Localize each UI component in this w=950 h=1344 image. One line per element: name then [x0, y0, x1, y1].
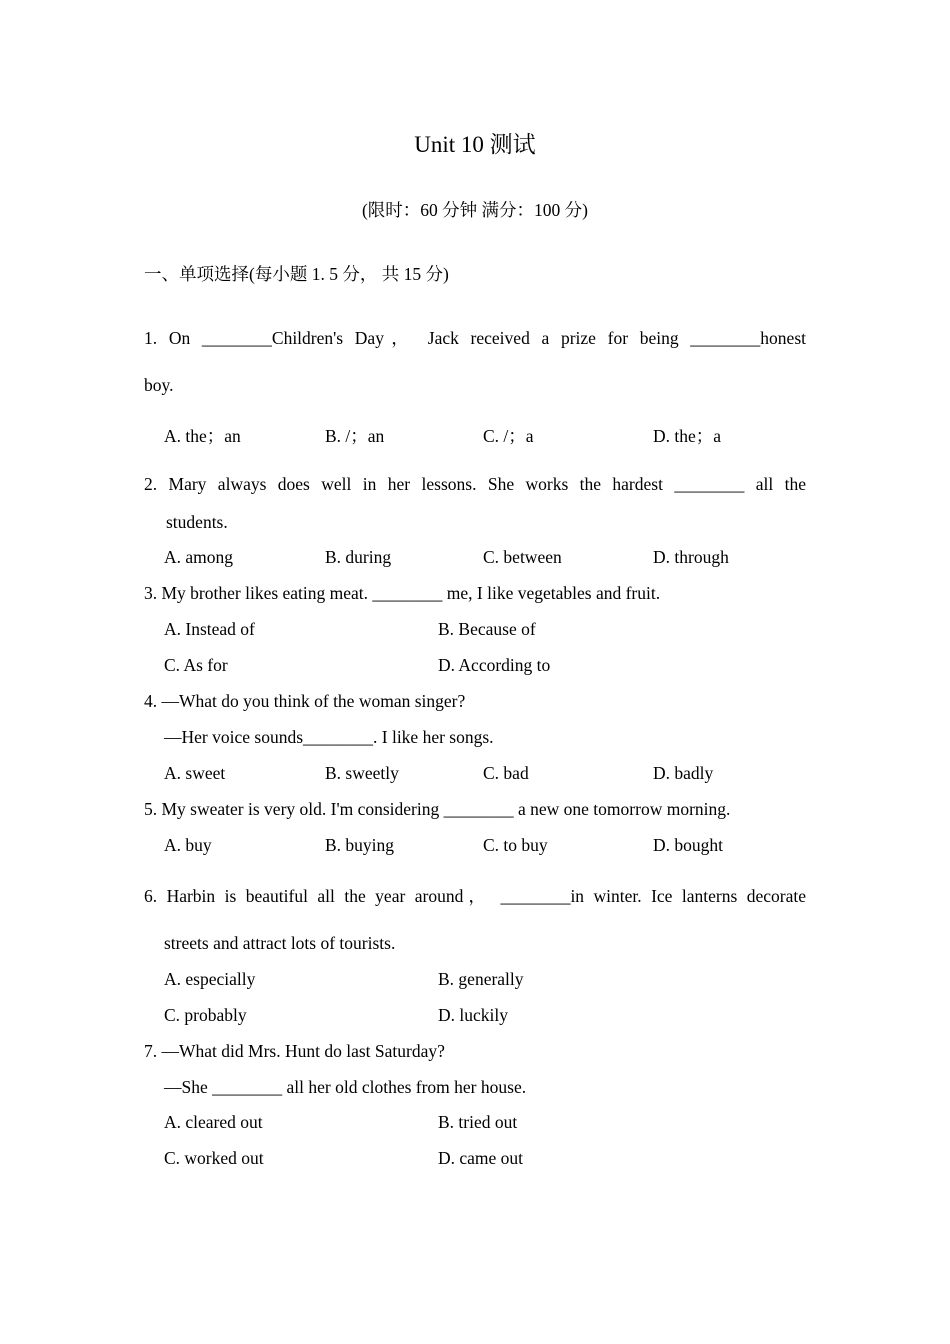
question-4-option-d: D. badly [653, 763, 714, 783]
question-6-stem-line2: streets and attract lots of tourists. [164, 933, 396, 953]
question-2-option-a: A. among [164, 547, 234, 567]
question-1-stem-line2: boy. [144, 375, 174, 395]
question-3-stem: 3. My brother likes eating meat. ________ me, I like vegetables and fruit. [144, 583, 661, 603]
question-1-option-a: A. the；an [164, 426, 241, 446]
question-2-stem-line2: students. [166, 512, 228, 532]
question-7-option-c: C. worked out [164, 1148, 264, 1168]
question-1-option-d: D. the；a [653, 426, 722, 446]
question-3-option-d: D. According to [438, 655, 551, 675]
question-3-option-c: C. As for [164, 655, 228, 675]
question-5-stem: 5. My sweater is very old. I'm considering ________ a new one tomorrow morning. [144, 799, 731, 819]
question-4-option-b: B. sweetly [325, 763, 399, 783]
question-5-option-b: B. buying [325, 835, 395, 855]
section-heading: 一、单项选择(每小题 1. 5 分， 共 15 分) [144, 264, 449, 284]
question-5-option-c: C. to buy [483, 835, 548, 855]
question-6-stem-line1: 6. Harbin is beautiful all the year around， ________in winter. Ice lanterns decorate [144, 886, 806, 906]
question-7-stem-line1: 7. —What did Mrs. Hunt do last Saturday? [144, 1041, 445, 1061]
question-4-option-c: C. bad [483, 763, 529, 783]
question-3-option-b: B. Because of [438, 619, 536, 639]
question-1-option-c: C. /；a [483, 426, 534, 446]
time-score-info: (限时：60 分钟 满分：100 分) [361, 200, 589, 220]
question-4-option-a: A. sweet [164, 763, 226, 783]
question-5-option-a: A. buy [164, 835, 212, 855]
question-4-stem-line2: —Her voice sounds________. I like her songs. [164, 727, 494, 747]
question-2-option-d: D. through [653, 547, 729, 567]
question-2-stem-line1: 2. Mary always does well in her lessons. She works the hardest ________ all the [144, 474, 806, 494]
question-4-stem-line1: 4. —What do you think of the woman singer? [144, 691, 466, 711]
question-6-option-d: D. luckily [438, 1005, 508, 1025]
question-3-option-a: A. Instead of [164, 619, 255, 639]
question-6-option-c: C. probably [164, 1005, 247, 1025]
question-1-option-b: B. /；an [325, 426, 385, 446]
question-2-option-b: B. during [325, 547, 392, 567]
question-7-option-a: A. cleared out [164, 1112, 263, 1132]
question-1-stem-line1: 1. On ________Children's Day， Jack received a prize for being ________honest [144, 328, 806, 348]
question-7-option-d: D. came out [438, 1148, 524, 1168]
question-6-option-a: A. especially [164, 969, 256, 989]
question-5-option-d: D. bought [653, 835, 723, 855]
question-6-option-b: B. generally [438, 969, 524, 989]
question-7-stem-line2: —She ________ all her old clothes from her house. [164, 1077, 527, 1097]
question-2-option-c: C. between [483, 547, 562, 567]
question-7-option-b: B. tried out [438, 1112, 518, 1132]
page-title: Unit 10 测试 [414, 132, 536, 157]
